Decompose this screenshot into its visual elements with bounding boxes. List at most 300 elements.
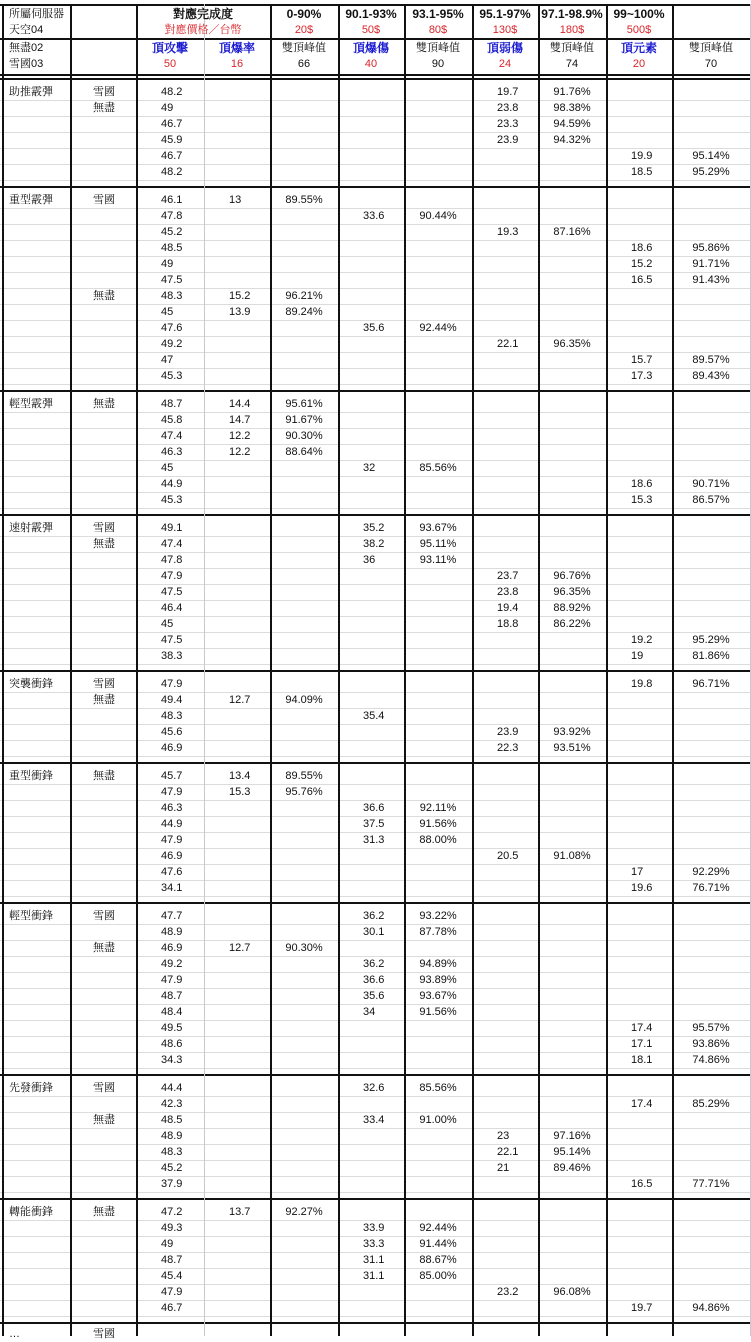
range-label: 99~100% <box>613 7 665 21</box>
peak-value: 85.56% <box>419 1082 457 1094</box>
stat-value: 47.9 <box>161 570 183 582</box>
weapon-name: 輕型霰彈 <box>9 398 53 410</box>
peak-value: 89.46% <box>553 1162 591 1174</box>
stat-value: 48.9 <box>161 1130 183 1142</box>
column-label: 頂爆率 <box>218 41 255 55</box>
row-divider <box>0 740 750 741</box>
stat-value: 19.6 <box>631 882 653 894</box>
peak-value: 91.76% <box>553 86 591 98</box>
stat-value: 47.6 <box>161 866 183 878</box>
column-label: 雙頂峰值 <box>689 42 733 54</box>
column-divider <box>338 4 340 1336</box>
stat-value: 45 <box>161 306 174 318</box>
weapon-name: … <box>9 1328 20 1340</box>
server-cell: 無盡 <box>93 102 115 114</box>
peak-value: 97.16% <box>553 1130 591 1142</box>
stat-value: 37.9 <box>161 1178 183 1190</box>
row-divider <box>0 384 750 385</box>
peak-value: 89.24% <box>285 306 323 318</box>
stat-value: 48.9 <box>161 926 183 938</box>
stat-value: 46.3 <box>161 446 183 458</box>
weapon-name: 重型霰彈 <box>9 194 53 206</box>
stat-value: 48.4 <box>161 1006 183 1018</box>
stat-value: 33.3 <box>363 1238 385 1250</box>
stat-value: 13 <box>229 194 242 206</box>
stat-value: 13.4 <box>229 770 251 782</box>
peak-value: 89.55% <box>285 194 323 206</box>
stat-value: 35.4 <box>363 710 385 722</box>
weapon-name: 助推霰彈 <box>9 86 53 98</box>
range-price: 130$ <box>492 24 518 36</box>
peak-value: 93.67% <box>419 990 457 1002</box>
row-divider <box>0 1316 750 1317</box>
stat-value: 34 <box>363 1006 376 1018</box>
stat-value: 47.4 <box>161 538 183 550</box>
peak-value: 95.29% <box>692 634 730 646</box>
stat-value: 47.9 <box>161 678 183 690</box>
peak-value: 94.86% <box>692 1302 730 1314</box>
stat-value: 45.6 <box>161 726 183 738</box>
range-price: 180$ <box>559 24 585 36</box>
row-divider <box>0 224 750 225</box>
stat-value: 23.9 <box>497 726 519 738</box>
stat-value: 46.9 <box>161 742 183 754</box>
stat-value: 44.9 <box>161 478 183 490</box>
range-label: 97.1-98.9% <box>541 7 603 21</box>
peak-value: 93.51% <box>553 742 591 754</box>
peak-value: 95.61% <box>285 398 323 410</box>
stat-value: 45 <box>161 462 174 474</box>
peak-value: 93.92% <box>553 726 591 738</box>
stat-value: 46.7 <box>161 150 183 162</box>
stat-value: 22.3 <box>497 742 519 754</box>
stat-value: 45.3 <box>161 370 183 382</box>
stat-value: 19.3 <box>497 226 519 238</box>
peak-value: 90.30% <box>285 942 323 954</box>
stat-value: 47.8 <box>161 554 183 566</box>
column-target: 66 <box>297 58 311 70</box>
peak-value: 91.56% <box>419 1006 457 1018</box>
row-divider <box>0 74 750 76</box>
stat-value: 47.5 <box>161 586 183 598</box>
stat-value: 14.4 <box>229 398 251 410</box>
peak-value: 86.57% <box>692 494 730 506</box>
row-divider <box>0 568 750 569</box>
stat-value: 45.9 <box>161 134 183 146</box>
stat-value: 47.6 <box>161 322 183 334</box>
peak-value: 77.71% <box>692 1178 730 1190</box>
row-divider <box>0 1068 750 1069</box>
column-divider <box>404 4 406 1336</box>
stat-value: 47.7 <box>161 910 183 922</box>
row-divider <box>0 444 750 445</box>
peak-value: 95.86% <box>692 242 730 254</box>
range-label: 93.1-95% <box>412 7 464 21</box>
stat-value: 35.2 <box>363 522 385 534</box>
stat-value: 36.2 <box>363 910 385 922</box>
peak-value: 96.08% <box>553 1286 591 1298</box>
stat-value: 48.3 <box>161 710 183 722</box>
range-label: 90.1-93% <box>345 7 397 21</box>
stat-value: 48.3 <box>161 290 183 302</box>
stat-value: 45.3 <box>161 494 183 506</box>
server-cell: 雪國 <box>93 1082 115 1094</box>
stat-value: 15.2 <box>631 258 653 270</box>
row-divider <box>0 848 750 849</box>
stat-value: 46.7 <box>161 118 183 130</box>
stat-value: 47.4 <box>161 430 183 442</box>
column-label: 頂攻擊 <box>151 41 188 55</box>
peak-value: 85.00% <box>419 1270 457 1282</box>
peak-value: 95.76% <box>285 786 323 798</box>
row-divider <box>0 756 750 757</box>
peak-value: 93.86% <box>692 1038 730 1050</box>
column-target: 90 <box>431 58 445 70</box>
peak-value: 85.56% <box>419 462 457 474</box>
server-cell: 無盡 <box>93 942 115 954</box>
stat-value: 48.2 <box>161 86 183 98</box>
stat-value: 49 <box>161 258 174 270</box>
peak-value: 92.44% <box>419 1222 457 1234</box>
column-target: 50 <box>163 58 177 70</box>
peak-value: 91.56% <box>419 818 457 830</box>
column-label: 雙頂峰值 <box>282 42 326 54</box>
weapon-name: 速射霰彈 <box>9 522 53 534</box>
column-target: 40 <box>364 58 378 70</box>
row-divider <box>0 132 750 133</box>
stat-value: 32 <box>363 462 376 474</box>
row-divider <box>0 514 750 516</box>
row-divider <box>0 116 750 117</box>
stat-value: 48.7 <box>161 1254 183 1266</box>
stat-value: 49.5 <box>161 1022 183 1034</box>
stat-value: 15.3 <box>229 786 251 798</box>
stat-value: 47.9 <box>161 974 183 986</box>
peak-value: 94.89% <box>419 958 457 970</box>
row-divider <box>0 1128 750 1129</box>
stat-value: 47.9 <box>161 1286 183 1298</box>
stat-value: 48.3 <box>161 1146 183 1158</box>
stat-value: 47.5 <box>161 274 183 286</box>
stat-value: 16.5 <box>631 1178 653 1190</box>
peak-value: 85.29% <box>692 1098 730 1110</box>
peak-value: 91.08% <box>553 850 591 862</box>
stat-value: 48.6 <box>161 1038 183 1050</box>
stat-value: 20.5 <box>497 850 519 862</box>
peak-value: 88.67% <box>419 1254 457 1266</box>
peak-value: 91.67% <box>285 414 323 426</box>
peak-value: 74.86% <box>692 1054 730 1066</box>
range-label: 0-90% <box>286 7 322 21</box>
stat-value: 34.3 <box>161 1054 183 1066</box>
server-cell: 無盡 <box>93 1114 115 1126</box>
stat-value: 30.1 <box>363 926 385 938</box>
stat-value: 19.4 <box>497 602 519 614</box>
stat-value: 15.2 <box>229 290 251 302</box>
column-target: 20 <box>632 58 646 70</box>
peak-value: 88.92% <box>553 602 591 614</box>
stat-value: 47.8 <box>161 210 183 222</box>
stat-value: 23.8 <box>497 586 519 598</box>
row-divider <box>0 508 750 509</box>
stat-value: 12.7 <box>229 942 251 954</box>
stat-value: 17.3 <box>631 370 653 382</box>
range-label: 95.1-97% <box>479 7 531 21</box>
row-divider <box>0 304 750 305</box>
server-name: 無盡02 <box>9 42 44 54</box>
stat-value: 46.4 <box>161 602 183 614</box>
stat-value: 19.7 <box>497 86 519 98</box>
stat-value: 49.3 <box>161 1222 183 1234</box>
row-divider <box>0 78 750 80</box>
stat-value: 49 <box>161 1238 174 1250</box>
stat-value: 33.9 <box>363 1222 385 1234</box>
stat-value: 19 <box>631 650 644 662</box>
column-target: 16 <box>230 58 244 70</box>
stat-value: 45.4 <box>161 1270 183 1282</box>
stat-value: 17.4 <box>631 1022 653 1034</box>
stat-value: 22.1 <box>497 338 519 350</box>
stat-value: 15.3 <box>631 494 653 506</box>
peak-value: 87.16% <box>553 226 591 238</box>
stat-value: 46.7 <box>161 1302 183 1314</box>
peak-value: 95.57% <box>692 1022 730 1034</box>
stat-value: 44.9 <box>161 818 183 830</box>
stat-value: 47.9 <box>161 786 183 798</box>
stat-value: 33.4 <box>363 1114 385 1126</box>
range-price: 20$ <box>294 24 314 36</box>
server-cell: 雪國 <box>93 522 115 534</box>
peak-value: 94.32% <box>553 134 591 146</box>
peak-value: 89.57% <box>692 354 730 366</box>
peak-value: 89.55% <box>285 770 323 782</box>
weapon-name: 先發衝鋒 <box>9 1082 53 1094</box>
stat-value: 17.1 <box>631 1038 653 1050</box>
stat-value: 21 <box>497 1162 510 1174</box>
column-label: 雙頂峰值 <box>416 42 460 54</box>
weapon-name: 突襲衝鋒 <box>9 678 53 690</box>
stat-value: 46.3 <box>161 802 183 814</box>
stat-value: 13.9 <box>229 306 251 318</box>
server-cell: 雪國 <box>93 194 115 206</box>
stat-value: 45.7 <box>161 770 183 782</box>
stat-value: 12.7 <box>229 694 251 706</box>
stat-value: 45 <box>161 618 174 630</box>
stat-value: 47.2 <box>161 1206 183 1218</box>
stat-value: 23.9 <box>497 134 519 146</box>
stat-value: 36.6 <box>363 802 385 814</box>
peak-value: 96.35% <box>553 338 591 350</box>
server-cell: 無盡 <box>93 694 115 706</box>
stat-value: 23.7 <box>497 570 519 582</box>
peak-value: 91.43% <box>692 274 730 286</box>
stat-value: 49.4 <box>161 694 183 706</box>
stat-value: 48.5 <box>161 242 183 254</box>
stat-value: 48.2 <box>161 166 183 178</box>
stat-value: 45.2 <box>161 1162 183 1174</box>
stat-value: 19.2 <box>631 634 653 646</box>
column-target: 70 <box>704 58 718 70</box>
server-cell: 無盡 <box>93 290 115 302</box>
stat-value: 18.5 <box>631 166 653 178</box>
peak-value: 93.11% <box>419 554 457 566</box>
peak-value: 90.71% <box>692 478 730 490</box>
stat-value: 19.7 <box>631 1302 653 1314</box>
row-divider <box>0 428 750 429</box>
stat-value: 32.6 <box>363 1082 385 1094</box>
peak-value: 95.14% <box>553 1146 591 1158</box>
peak-value: 93.67% <box>419 522 457 534</box>
stat-value: 44.4 <box>161 1082 183 1094</box>
stat-value: 19.8 <box>631 678 653 690</box>
stat-value: 49 <box>161 102 174 114</box>
peak-value: 94.09% <box>285 694 323 706</box>
stat-value: 46.1 <box>161 194 183 206</box>
row-divider <box>0 412 750 413</box>
stat-value: 23.3 <box>497 118 519 130</box>
peak-value: 93.89% <box>419 974 457 986</box>
row-divider <box>0 724 750 725</box>
stat-value: 36.6 <box>363 974 385 986</box>
stat-value: 31.3 <box>363 834 385 846</box>
completion-header: 對應完成度 <box>172 7 233 21</box>
peak-value: 91.71% <box>692 258 730 270</box>
server-cell: 無盡 <box>93 1206 115 1218</box>
column-target: 24 <box>498 58 512 70</box>
server-cell: 無盡 <box>93 538 115 550</box>
peak-value: 88.64% <box>285 446 323 458</box>
stat-value: 38.2 <box>363 538 385 550</box>
peak-value: 95.11% <box>419 538 457 550</box>
row-divider <box>0 584 750 585</box>
row-divider <box>0 1160 750 1161</box>
stat-value: 46.9 <box>161 850 183 862</box>
peak-value: 96.71% <box>692 678 730 690</box>
stat-value: 46.9 <box>161 942 183 954</box>
peak-value: 95.14% <box>692 150 730 162</box>
row-divider <box>0 390 750 392</box>
stat-value: 31.1 <box>363 1270 385 1282</box>
stat-value: 38.3 <box>161 650 183 662</box>
peak-value: 91.44% <box>419 1238 457 1250</box>
row-divider <box>0 1144 750 1145</box>
row-divider <box>0 1284 750 1285</box>
row-divider <box>0 336 750 337</box>
peak-value: 95.29% <box>692 166 730 178</box>
stat-value: 49.2 <box>161 338 183 350</box>
peak-value: 91.00% <box>419 1114 457 1126</box>
peak-value: 94.59% <box>553 118 591 130</box>
server-cell: 雪國 <box>93 86 115 98</box>
stat-value: 15.7 <box>631 354 653 366</box>
stat-value: 12.2 <box>229 446 251 458</box>
peak-value: 92.44% <box>419 322 457 334</box>
weapon-name: 重型衝鋒 <box>9 770 53 782</box>
server-cell: 雪國 <box>93 1328 115 1340</box>
stat-value: 47 <box>161 354 174 366</box>
server-header: 所屬伺服器 <box>9 8 64 20</box>
row-divider <box>0 762 750 764</box>
peak-value: 87.78% <box>419 926 457 938</box>
peak-value: 93.22% <box>419 910 457 922</box>
stat-value: 37.5 <box>363 818 385 830</box>
peak-value: 96.21% <box>285 290 323 302</box>
peak-value: 81.86% <box>692 650 730 662</box>
column-label: 雙頂峰值 <box>550 42 594 54</box>
stat-value: 48.5 <box>161 1114 183 1126</box>
row-divider <box>0 1074 750 1076</box>
row-divider <box>0 784 750 785</box>
row-divider <box>0 1192 750 1193</box>
stat-value: 34.1 <box>161 882 183 894</box>
column-label: 頂爆傷 <box>352 41 389 55</box>
row-divider <box>0 1322 750 1324</box>
row-divider <box>0 902 750 904</box>
row-divider <box>0 1198 750 1200</box>
stat-value: 18.6 <box>631 242 653 254</box>
peak-value: 92.11% <box>419 802 457 814</box>
peak-value: 88.00% <box>419 834 457 846</box>
stat-value: 35.6 <box>363 990 385 1002</box>
stat-value: 48.7 <box>161 398 183 410</box>
stat-value: 47.5 <box>161 634 183 646</box>
stat-value: 45.8 <box>161 414 183 426</box>
server-name: 雪國03 <box>9 58 44 70</box>
peak-value: 90.44% <box>419 210 457 222</box>
peak-value: 76.71% <box>692 882 730 894</box>
peak-value: 92.29% <box>692 866 730 878</box>
stat-value: 23.2 <box>497 1286 519 1298</box>
stat-value: 23.8 <box>497 102 519 114</box>
server-cell: 無盡 <box>93 398 115 410</box>
server-cell: 雪國 <box>93 678 115 690</box>
stat-value: 42.3 <box>161 1098 183 1110</box>
range-price: 80$ <box>428 24 448 36</box>
row-divider <box>0 664 750 665</box>
row-divider <box>0 600 750 601</box>
weapon-name: 轉能衝鋒 <box>9 1206 53 1218</box>
row-divider <box>0 180 750 181</box>
peak-value: 92.27% <box>285 1206 323 1218</box>
stat-value: 22.1 <box>497 1146 519 1158</box>
stat-value: 36 <box>363 554 376 566</box>
column-divider <box>672 4 674 1336</box>
server-cell: 無盡 <box>93 770 115 782</box>
stat-value: 23 <box>497 1130 510 1142</box>
range-price: 50$ <box>361 24 381 36</box>
stat-value: 13.7 <box>229 1206 251 1218</box>
stat-value: 49.2 <box>161 958 183 970</box>
stat-value: 19.9 <box>631 150 653 162</box>
peak-value: 90.30% <box>285 430 323 442</box>
stat-value: 45.2 <box>161 226 183 238</box>
stat-value: 12.2 <box>229 430 251 442</box>
stat-value: 18.6 <box>631 478 653 490</box>
stat-value: 36.2 <box>363 958 385 970</box>
column-divider <box>606 4 608 1336</box>
row-divider <box>0 670 750 672</box>
stat-value: 16.5 <box>631 274 653 286</box>
stat-value: 18.8 <box>497 618 519 630</box>
stat-value: 49.1 <box>161 522 183 534</box>
peak-value: 98.38% <box>553 102 591 114</box>
stat-value: 33.6 <box>363 210 385 222</box>
stat-value: 18.1 <box>631 1054 653 1066</box>
peak-value: 96.35% <box>553 586 591 598</box>
row-divider <box>0 896 750 897</box>
column-label: 頂弱傷 <box>486 41 523 55</box>
peak-value: 89.43% <box>692 370 730 382</box>
